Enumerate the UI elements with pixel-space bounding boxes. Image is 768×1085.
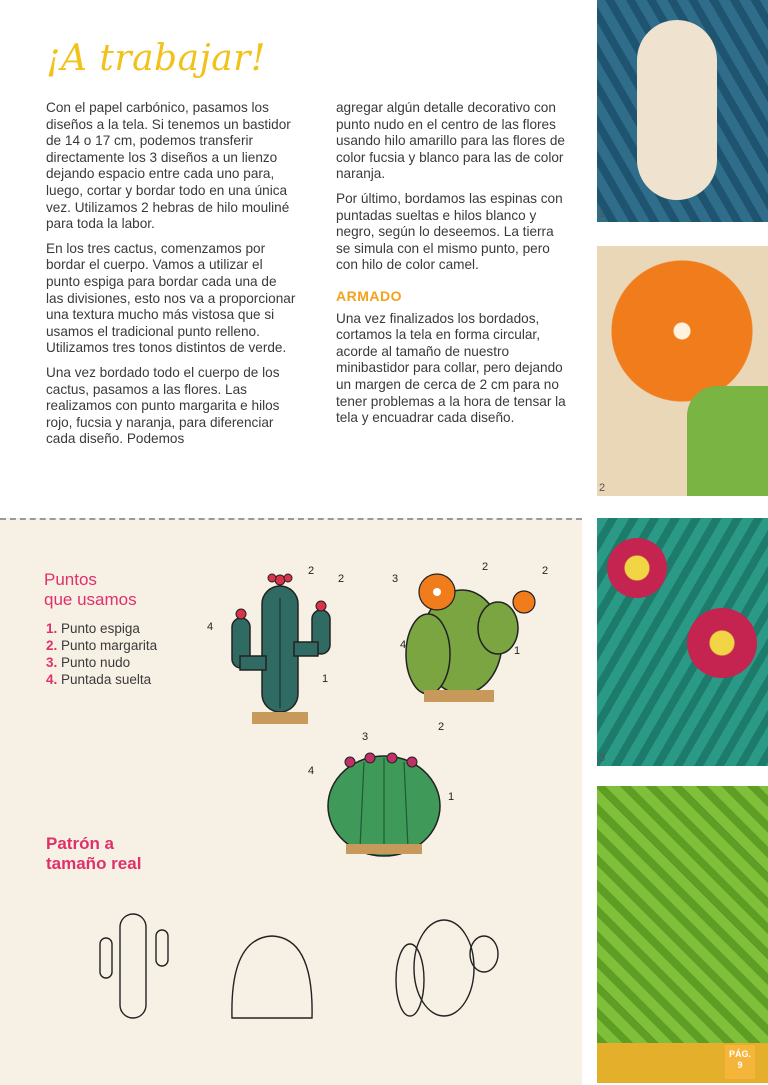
armado-heading: ARMADO — [336, 287, 402, 304]
page-prefix: PÁG. — [728, 1049, 751, 1059]
list-number: 2. — [46, 638, 58, 653]
photo-label: 2 — [599, 482, 606, 494]
right-column — [336, 100, 568, 435]
puntos-heading-line2: que usamos — [44, 590, 137, 609]
page-title: ¡A trabajar! — [46, 38, 266, 79]
label-2: 2 — [542, 565, 549, 577]
page-number-badge — [725, 1045, 755, 1079]
label-4: 4 — [207, 621, 214, 633]
list-label: Punto margarita — [61, 638, 158, 653]
label-3: 3 — [392, 573, 399, 585]
barrel-cactus-illustration — [328, 753, 440, 856]
list-number: 3. — [46, 655, 58, 670]
saguaro-cactus-illustration — [232, 574, 330, 724]
paragraph: Con el papel carbónico, pasamos los diseños a la tela. Si tenemos un bastidor de 14 o 17 cm, podemos transferir directamente los 3 diseños a un lienzo dejando espacio entre cada uno para, luego, cortar y bordar todo en una única vez. Utilizamos 2 hebras de hilo mouliné para toda la labor. — [46, 100, 291, 232]
patron-heading-line1: Patrón a — [46, 834, 115, 853]
label-4: 4 — [400, 639, 407, 651]
paragraph: Una vez bordado todo el cuerpo de los cactus, pasamos a las flores. Las realizamos con punto margarita e hilos rojo, fucsia y naranja, para diferenciar cada diseño. Podemos — [46, 364, 280, 447]
label-2: 2 — [482, 561, 489, 573]
cactus-diagrams — [0, 518, 582, 1083]
photo-pink-flowers — [597, 518, 768, 766]
photo-label: 1 — [599, 208, 606, 220]
prickly-pear-cactus-illustration — [406, 574, 535, 702]
pattern-outlines — [100, 914, 498, 1018]
label-1: 1 — [448, 791, 455, 803]
page-number: 9 — [737, 1060, 743, 1070]
label-2: 2 — [308, 565, 315, 577]
list-number: 4. — [46, 672, 58, 687]
left-column — [46, 100, 296, 456]
list-label: Punto nudo — [61, 655, 131, 670]
photo-green-stitch — [597, 786, 768, 1083]
label-1: 1 — [322, 673, 329, 685]
label-3: 3 — [362, 731, 369, 743]
patron-heading-line2: tamaño real — [46, 854, 142, 873]
label-2: 2 — [438, 721, 445, 733]
label-4: 4 — [308, 765, 315, 777]
paragraph: Por último, bordamos las espinas con puntadas sueltas e hilos blanco y negro, según lo deseemos. La tierra se simula con el mismo punto, pero con hilo de color camel. — [336, 190, 563, 273]
photo-orange-flower — [597, 246, 768, 496]
puntos-heading-line1: Puntos — [44, 570, 97, 589]
list-number: 1. — [46, 621, 58, 636]
label-1: 1 — [514, 645, 521, 657]
list-label: Puntada suelta — [61, 672, 152, 687]
paragraph: agregar algún detalle decorativo con punto nudo en el centro de las flores usando hilo amarillo para las flores de color fucsia y blanco para las de color naranja. — [336, 100, 565, 182]
photo-blue-stitch — [597, 0, 768, 222]
photo-label: 3 — [599, 752, 606, 764]
paragraph: En los tres cactus, comenzamos por bordar el cuerpo. Vamos a utilizar el punto espiga para bordar cada una de las divisiones, esto nos va a proporcionar una textura mucho más vistosa que si usamos el tradicional punto relleno. Utilizamos tres tonos distintos de verde. — [46, 240, 296, 356]
list-label: Punto espiga — [61, 621, 140, 636]
armado-text: Una vez finalizados los bordados, cortamos la tela en forma circular, acorde al tamaño de nuestro minibastidor para collar, pero dejando un margen de cerca de 2 cm para no tener problemas a la hora de tensar la tela y encuadrar cada diseño. — [336, 310, 566, 426]
label-2: 2 — [338, 573, 345, 585]
photo-strip — [597, 0, 768, 1083]
